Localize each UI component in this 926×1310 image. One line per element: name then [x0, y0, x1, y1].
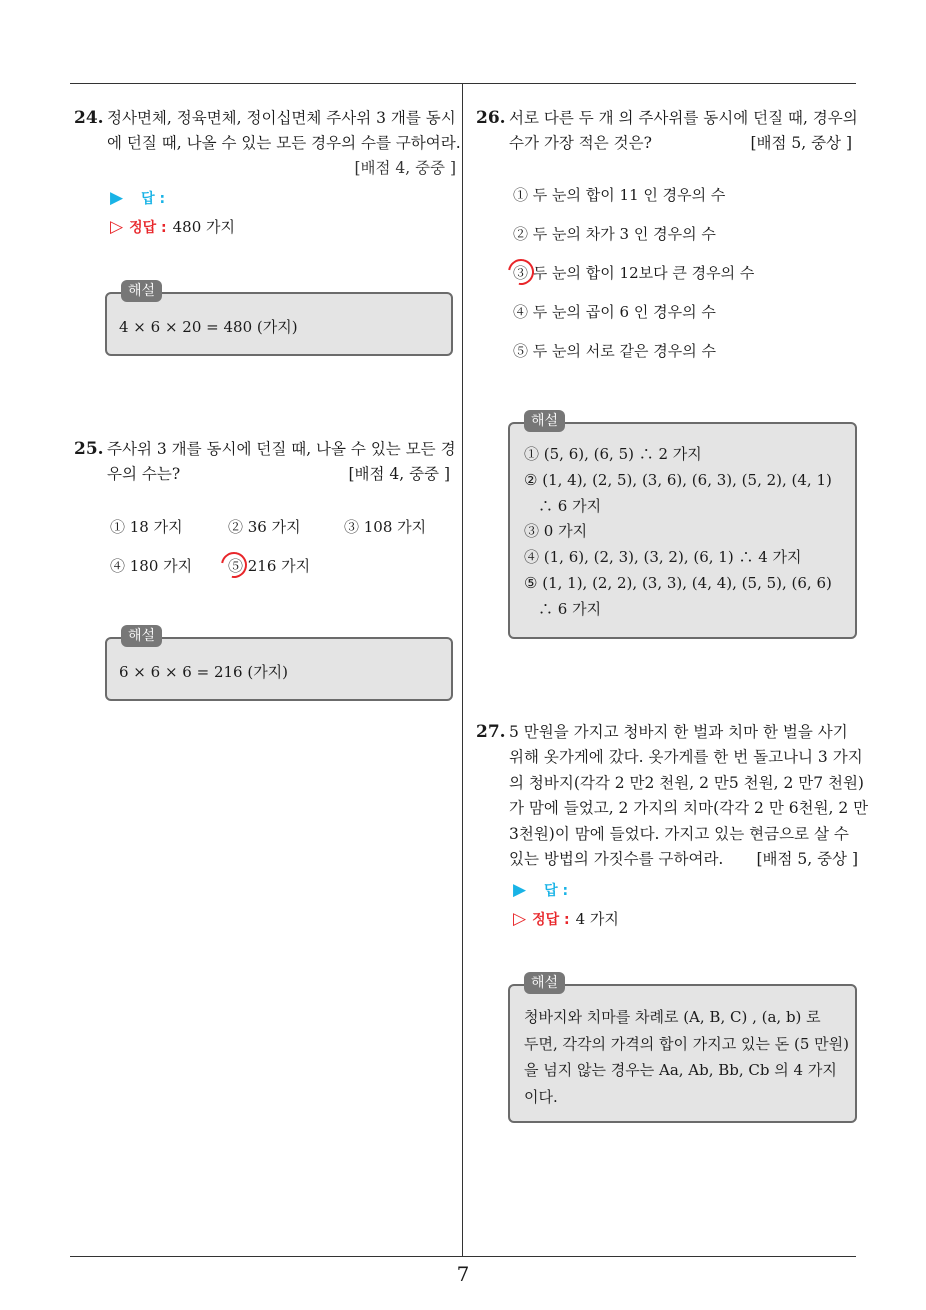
top-rule: [70, 83, 856, 84]
option-3[interactable]: ③ 두 눈의 합이 12보다 큰 경우의 수: [513, 264, 755, 282]
correct-value: 4 가지: [575, 910, 619, 928]
question-24: [74, 106, 461, 181]
question-number: 25.: [74, 439, 104, 459]
answer-circle-mark: [503, 254, 539, 290]
solution-box: [105, 628, 453, 701]
question-text-line: 수가 가장 적은 것은?: [509, 134, 652, 152]
option-4[interactable]: ④ 180 가지: [110, 557, 193, 575]
solution-line: ② (1, 4), (2, 5), (3, 6), (6, 3), (5, 2), (4, 1): [524, 470, 832, 489]
points-label: [배점 5, 중상 ]: [756, 850, 858, 869]
question-text-line: 5 만원을 가지고 청바지 한 벌과 치마 한 벌을 사기: [509, 723, 848, 741]
solution-line: 청바지와 치마를 차례로 (A, B, C) , (a, b) 로: [524, 1008, 821, 1026]
question-number: 26.: [476, 108, 506, 128]
correct-answer-row: [110, 216, 235, 237]
solution-line: ③ 0 가지: [524, 522, 588, 541]
question-text-line: 있는 방법의 가짓수를 구하여라.: [509, 850, 724, 869]
solution-line: 이다.: [524, 1087, 558, 1106]
bottom-rule: [70, 1256, 856, 1257]
solution-line: ∴ 6 가지: [538, 496, 602, 515]
question-text-line: 의 청바지(각각 2 만2 천원, 2 만5 천원, 2 만7 천원): [509, 773, 864, 792]
solution-text: 6 × 6 × 6 = 216 (가지): [119, 663, 289, 681]
question-text-line: 우의 수는?: [107, 465, 181, 483]
points-label: [배점 5, 중상 ]: [750, 134, 852, 152]
question-25: [74, 437, 456, 487]
question-text-line: 위해 옷가게에 갔다. 옷가게를 한 번 돌고나니 3 가지: [509, 748, 863, 767]
question-text-line: 에 던질 때, 나올 수 있는 모든 경우의 수를 구하여라.: [107, 134, 461, 152]
option-5[interactable]: ⑤ 216 가지: [228, 557, 311, 575]
solution-tag: 해설: [121, 625, 162, 647]
question-26: [476, 106, 858, 156]
answer-label: 답 :: [544, 883, 569, 899]
option-2[interactable]: ② 36 가지: [228, 518, 301, 536]
solution-box: [508, 413, 857, 639]
solution-box: [105, 283, 453, 356]
play-triangle-icon: ▶: [110, 188, 124, 208]
solution-text: 4 × 6 × 20 = 480 (가지): [119, 318, 298, 336]
option-2[interactable]: ② 두 눈의 차가 3 인 경우의 수: [513, 225, 716, 243]
outline-triangle-icon: ▷: [110, 217, 124, 237]
option-4[interactable]: ④ 두 눈의 곱이 6 인 경우의 수: [513, 303, 716, 321]
play-triangle-icon: ▶: [513, 880, 527, 900]
solution-tag: 해설: [524, 410, 565, 432]
solution-tag: 해설: [524, 972, 565, 994]
points-label: [배점 4, 중중 ]: [354, 159, 456, 177]
option-5[interactable]: ⑤ 두 눈의 서로 같은 경우의 수: [513, 342, 716, 360]
correct-answer-row: [513, 908, 619, 929]
question-text-line: 주사위 3 개를 동시에 던질 때, 나올 수 있는 모든 경: [107, 440, 456, 458]
answer-circle-mark: [216, 547, 252, 583]
outline-triangle-icon: ▷: [513, 909, 527, 929]
column-divider: [462, 84, 463, 1256]
solution-line: 을 넘지 않는 경우는 Aa, Ab, Bb, Cb 의 4 가지: [524, 1061, 837, 1079]
correct-label: 정답 :: [129, 220, 167, 236]
solution-line: 두면, 각각의 가격의 합이 가지고 있는 돈 (5 만원): [524, 1034, 849, 1053]
option-1[interactable]: ① 두 눈의 합이 11 인 경우의 수: [513, 186, 726, 204]
question-text-line: 3천원)이 맘에 들었다. 가지고 있는 현금으로 살 수: [509, 824, 849, 843]
page-number: 7: [456, 1262, 470, 1286]
question-number: 27.: [476, 722, 506, 742]
question-text-line: 정사면체, 정육면체, 정이십면체 주사위 3 개를 동시: [107, 109, 456, 127]
answer-label: 답 :: [141, 191, 166, 207]
answer-row: [110, 188, 165, 208]
solution-tag: 해설: [121, 280, 162, 302]
question-27: [476, 720, 869, 872]
question-text-line: 가 맘에 들었고, 2 가지의 치마(각각 2 만 6천원, 2 만: [509, 799, 869, 818]
solution-line: ⑤ (1, 1), (2, 2), (3, 3), (4, 4), (5, 5), (6, 6): [524, 573, 832, 592]
solution-line: ① (5, 6), (6, 5) ∴ 2 가지: [524, 445, 702, 463]
question-number: 24.: [74, 108, 104, 128]
option-1[interactable]: ① 18 가지: [110, 518, 183, 536]
question-text-line: 서로 다른 두 개 의 주사위를 동시에 던질 때, 경우의: [509, 109, 858, 127]
solution-box: [508, 975, 857, 1123]
correct-label: 정답 :: [532, 912, 570, 928]
answer-row: [513, 880, 568, 900]
correct-value: 480 가지: [172, 218, 235, 236]
points-label: [배점 4, 중중 ]: [348, 465, 450, 483]
option-3[interactable]: ③ 108 가지: [344, 518, 427, 536]
solution-line: ④ (1, 6), (2, 3), (3, 2), (6, 1) ∴ 4 가지: [524, 548, 802, 567]
solution-line: ∴ 6 가지: [538, 599, 602, 618]
